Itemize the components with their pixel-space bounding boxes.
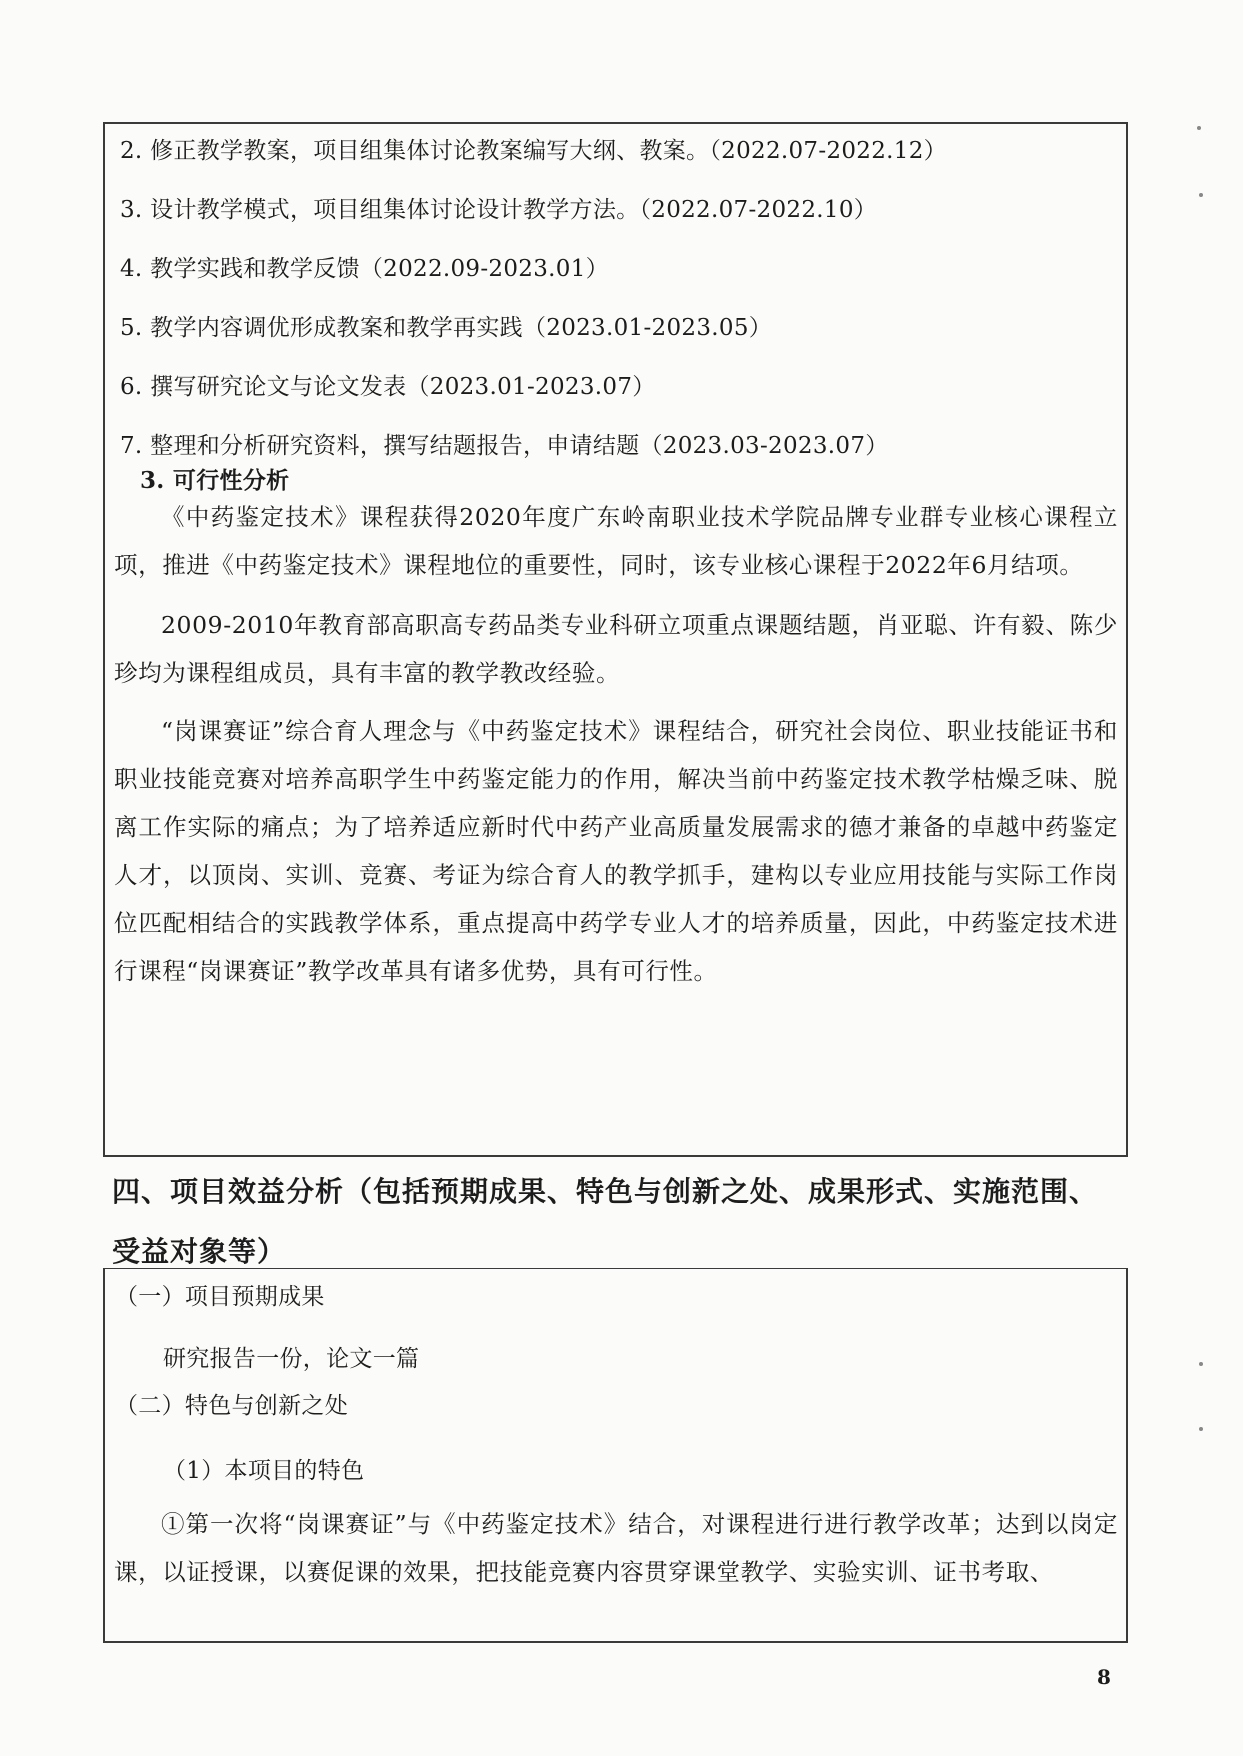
scan-speck (1199, 1427, 1203, 1431)
subsection-2-paragraph: ①第一次将“岗课赛证”与《中药鉴定技术》结合，对课程进行进行教学改革；达到以岗定课，以证授课，以赛促课的效果，把技能竞赛内容贯穿课堂教学、实验实训、证书考取、 (114, 1510, 1118, 1586)
scan-speck (1197, 126, 1201, 130)
schedule-item-4: 4. 教学实践和教学反馈（2022.09-2023.01） (120, 256, 609, 282)
schedule-item-7: 7. 整理和分析研究资料，撰写结题报告，申请结题（2023.03-2023.07） (120, 433, 889, 459)
section-4-heading-line-2: 受益对象等） (112, 1235, 287, 1268)
feasibility-paragraph-1: 《中药鉴定技术》课程获得2020年度广东岭南职业技术学院品牌专业群专业核心课程立项，推进《中药鉴定技术》课程地位的重要性，同时，该专业核心课程于2022年6月结项。 (114, 503, 1118, 579)
schedule-item-5: 5. 教学内容调优形成教案和教学再实践（2023.01-2023.05） (120, 315, 773, 341)
scan-speck (1199, 1362, 1203, 1366)
subsection-2-title: （二）特色与创新之处 (115, 1393, 348, 1419)
schedule-item-6: 6. 撰写研究论文与论文发表（2023.01-2023.07） (120, 374, 656, 400)
scan-speck (1199, 193, 1203, 197)
subsection-1-title: （一）项目预期成果 (115, 1284, 325, 1310)
feasibility-heading: 3. 可行性分析 (140, 467, 290, 494)
feasibility-paragraph-2: 2009-2010年教育部高职高专药品类专业科研立项重点课题结题，肖亚聪、许有毅、陈少珍均为课程组成员，具有丰富的教学教改经验。 (114, 611, 1118, 687)
subsection-2-item: （1）本项目的特色 (163, 1458, 365, 1484)
schedule-item-3: 3. 设计教学模式，项目组集体讨论设计教学方法。（2022.07-2022.10） (120, 197, 878, 223)
schedule-item-2: 2. 修正教学教案，项目组集体讨论教案编写大纲、教案。（2022.07-2022.12） (120, 138, 947, 164)
subsection-1-text: 研究报告一份，论文一篇 (163, 1346, 420, 1372)
page-number: 8 (1097, 1665, 1111, 1689)
section-4-heading-line-1: 四、项目效益分析（包括预期成果、特色与创新之处、成果形式、实施范围、 (112, 1175, 1099, 1208)
feasibility-paragraph-3: “岗课赛证”综合育人理念与《中药鉴定技术》课程结合，研究社会岗位、职业技能证书和职业技能竞赛对培养高职学生中药鉴定能力的作用，解决当前中药鉴定技术教学枯燥乏味、脱离工作实际的痛点；为了培养适应新时代中药产业高质量发展需求的德才兼备的卓越中药鉴定人才，以顶岗、实训、竞赛、考证为综合育人的教学抓手，建构以专业应用技能与实际工作岗位匹配相结合的实践教学体系，重点提高中药学专业人才的培养质量，因此，中药鉴定技术进行课程“岗课赛证”教学改革具有诸多优势，具有可行性。 (114, 717, 1118, 985)
